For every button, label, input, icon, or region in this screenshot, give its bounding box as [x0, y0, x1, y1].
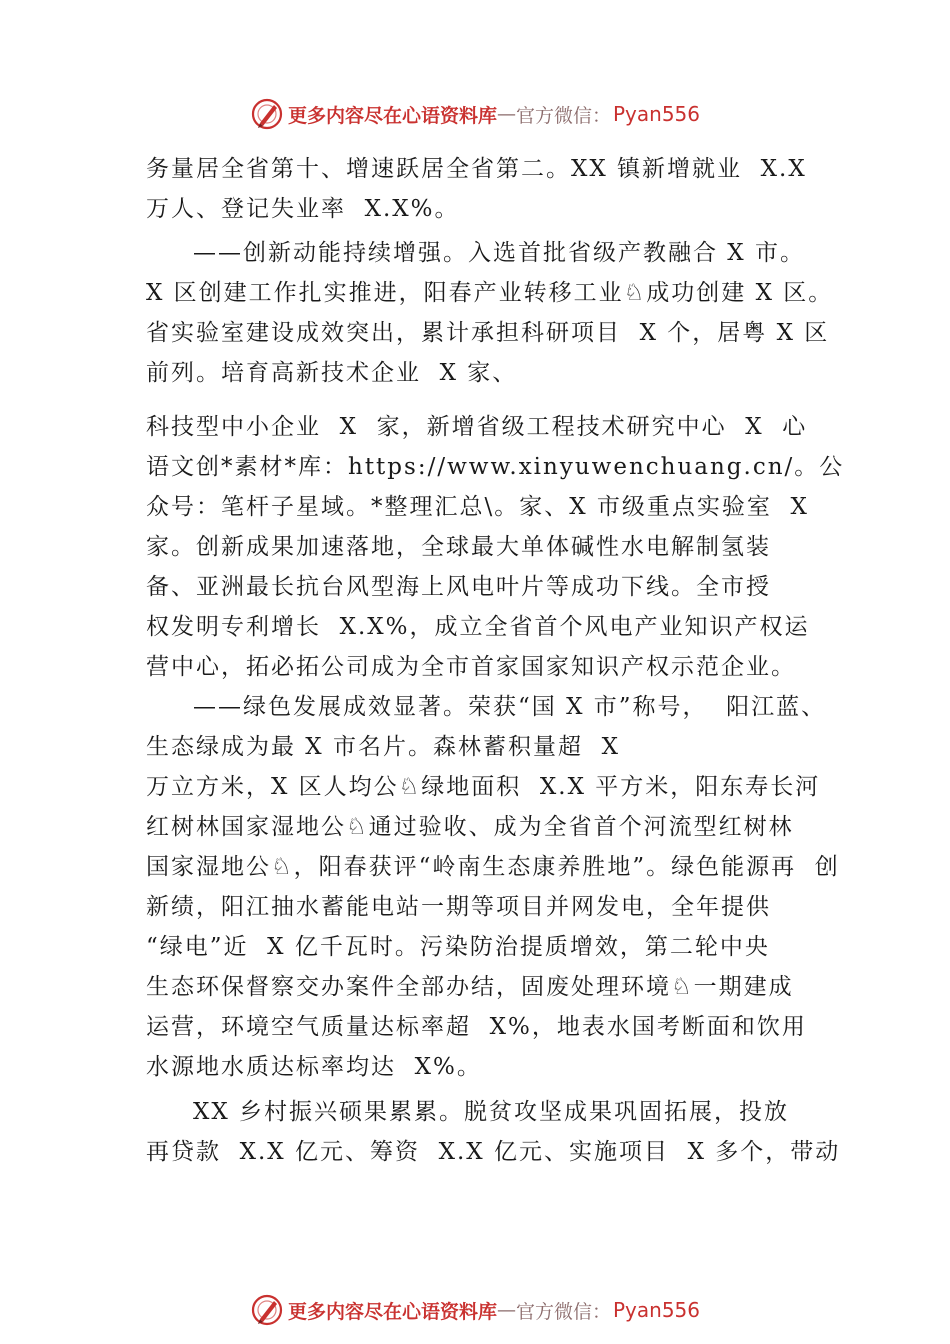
footer-banner [0, 1290, 950, 1330]
text-line: 生态环保督察交办案件全部办结，固废处理环境♘一期建成 [146, 974, 794, 1000]
text-line: 语文创*素材*库：https://www.xinyuwenchuang.cn/。公 [146, 454, 845, 480]
text-line: 红树林国家湿地公♘通过验收、成为全省首个河流型红树林 [146, 814, 794, 840]
banner-brand-text: 更多内容尽在心语资料库 [287, 1300, 497, 1323]
banner-wechat-label: 官方微信： [515, 104, 611, 127]
text-line: 国家湿地公♘，阳春获评“岭南生态康养胜地”。绿色能源再 创 [146, 854, 840, 880]
text-line: 科技型中小企业 X 家，新增省级工程技术研究中心 X 心 [146, 414, 808, 440]
text-line: ——绿色发展成效显著。荣获“国 X 市”称号， 阳江蓝、 [193, 694, 827, 720]
text-line: 营中心，拓必拓公司成为全市首家国家知识产权示范企业。 [146, 654, 796, 680]
text-line: 省实验室建设成效突出，累计承担科研项目 X 个，居粤 X 区 [146, 320, 830, 346]
text-line: 万人、登记失业率 X.X%。 [146, 196, 460, 222]
banner-separator: — [496, 103, 516, 125]
text-line: 新绩，阳江抽水蓄能电站一期等项目并网发电，全年提供 [146, 894, 771, 920]
text-line: 万立方米，X 区人均公♘绿地面积 X.X 平方米，阳东寿长河 [146, 774, 821, 800]
pen-logo-icon [250, 97, 284, 131]
text-line: 备、亚洲最长抗台风型海上风电叶片等成功下线。全市授 [146, 574, 771, 600]
text-line: 家。创新成果加速落地，全球最大单体碱性水电解制氢装 [146, 534, 771, 560]
text-line: 运营，环境空气质量达标率超 X%，地表水国考断面和饮用 [146, 1014, 807, 1040]
banner-separator: — [496, 1299, 516, 1321]
text-line: X 区创建工作扎实推进，阳春产业转移工业♘成功创建 X 区。 [146, 280, 834, 306]
pen-logo-icon [250, 1293, 284, 1327]
header-banner [0, 94, 950, 134]
text-line: 前列。培育高新技术企业 X 家、 [146, 360, 518, 386]
text-line: XX 乡村振兴硕果累累。脱贫攻坚成果巩固拓展，投放 [193, 1099, 790, 1125]
text-line: 水源地水质达标率均达 X%。 [146, 1054, 482, 1080]
text-line: 权发明专利增长 X.X%，成立全省首个风电产业知识产权运 [146, 614, 810, 640]
text-line: 务量居全省第十、增速跃居全省第二。XX 镇新增就业 X.X [146, 156, 807, 182]
text-line: 生态绿成为最 X 市名片。森林蓄积量超 X [146, 734, 620, 760]
banner-wechat-id: Pyan556 [613, 1298, 701, 1322]
banner-wechat-id: Pyan556 [613, 102, 701, 126]
text-line: 众号：笔杆子星域。*整理汇总\。家、X 市级重点实验室 X [146, 494, 809, 520]
banner-wechat-label: 官方微信： [515, 1300, 611, 1323]
text-line: ——创新动能持续增强。入选首批省级产教融合 X 市。 [193, 240, 805, 266]
text-line: 再贷款 X.X 亿元、筹资 X.X 亿元、实施项目 X 多个，带动 [146, 1139, 841, 1165]
banner-brand-text: 更多内容尽在心语资料库 [287, 104, 497, 127]
text-line: “绿电”近 X 亿千瓦时。污染防治提质增效，第二轮中央 [146, 934, 770, 960]
